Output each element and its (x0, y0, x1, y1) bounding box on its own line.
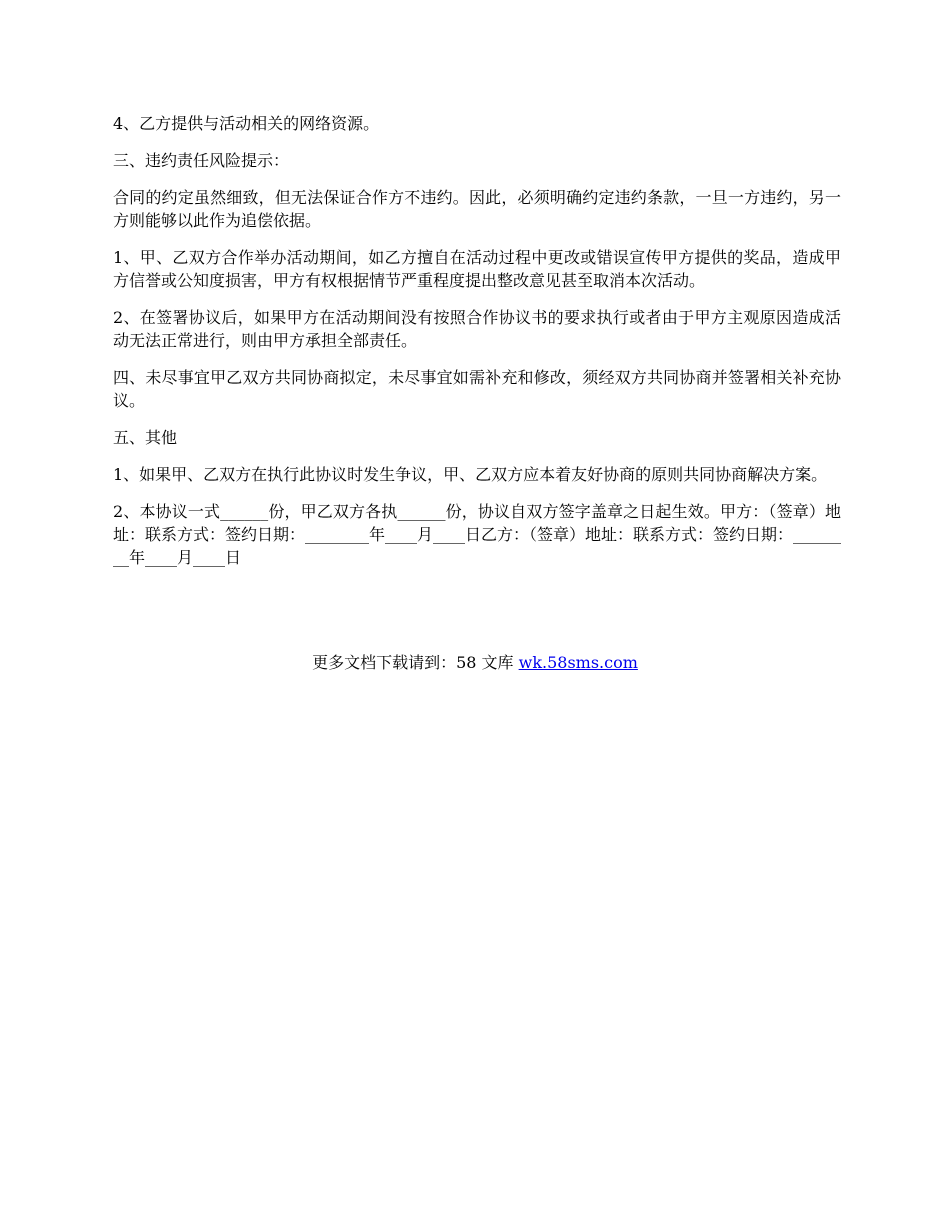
footer-link[interactable]: wk.58sms.com (518, 653, 638, 672)
section-heading: 五、其他 (113, 428, 178, 447)
footer-text: 更多文档下载请到：58 文库 (312, 653, 519, 672)
signature-paragraph: 2、本协议一式______份，甲乙双方各执______份，协议自双方签字盖章之日起生效。甲方：（签章）地址：联系方式：签约日期：________年____月____日乙方：（签章）地址：联系方式：签约日期：________年____月____日 (113, 502, 842, 567)
section-heading: 三、违约责任风险提示： (113, 151, 290, 170)
paragraph: 4、乙方提供与活动相关的网络资源。 (113, 114, 380, 133)
footer (0, 651, 950, 674)
paragraph: 2、在签署协议后，如果甲方在活动期间没有按照合作协议书的要求执行或者由于甲方主观原因造成活动无法正常进行，则由甲方承担全部责任。 (113, 308, 841, 350)
paragraph: 1、如果甲、乙双方在执行此协议时发生争议，甲、乙双方应本着友好协商的原则共同协商解决方案。 (113, 465, 828, 484)
paragraph: 合同的约定虽然细致，但无法保证合作方不违约。因此，必须明确约定违约条款，一旦一方违约，另一方则能够以此作为追偿依据。 (113, 188, 841, 230)
document-body (113, 112, 841, 583)
paragraph: 1、甲、乙双方合作举办活动期间，如乙方擅自在活动过程中更改或错误宣传甲方提供的奖品，造成甲方信誉或公知度损害，甲方有权根据情节严重程度提出整改意见甚至取消本次活动。 (113, 248, 841, 290)
paragraph: 四、未尽事宜甲乙双方共同协商拟定，未尽事宜如需补充和修改，须经双方共同协商并签署相关补充协议。 (113, 368, 841, 410)
